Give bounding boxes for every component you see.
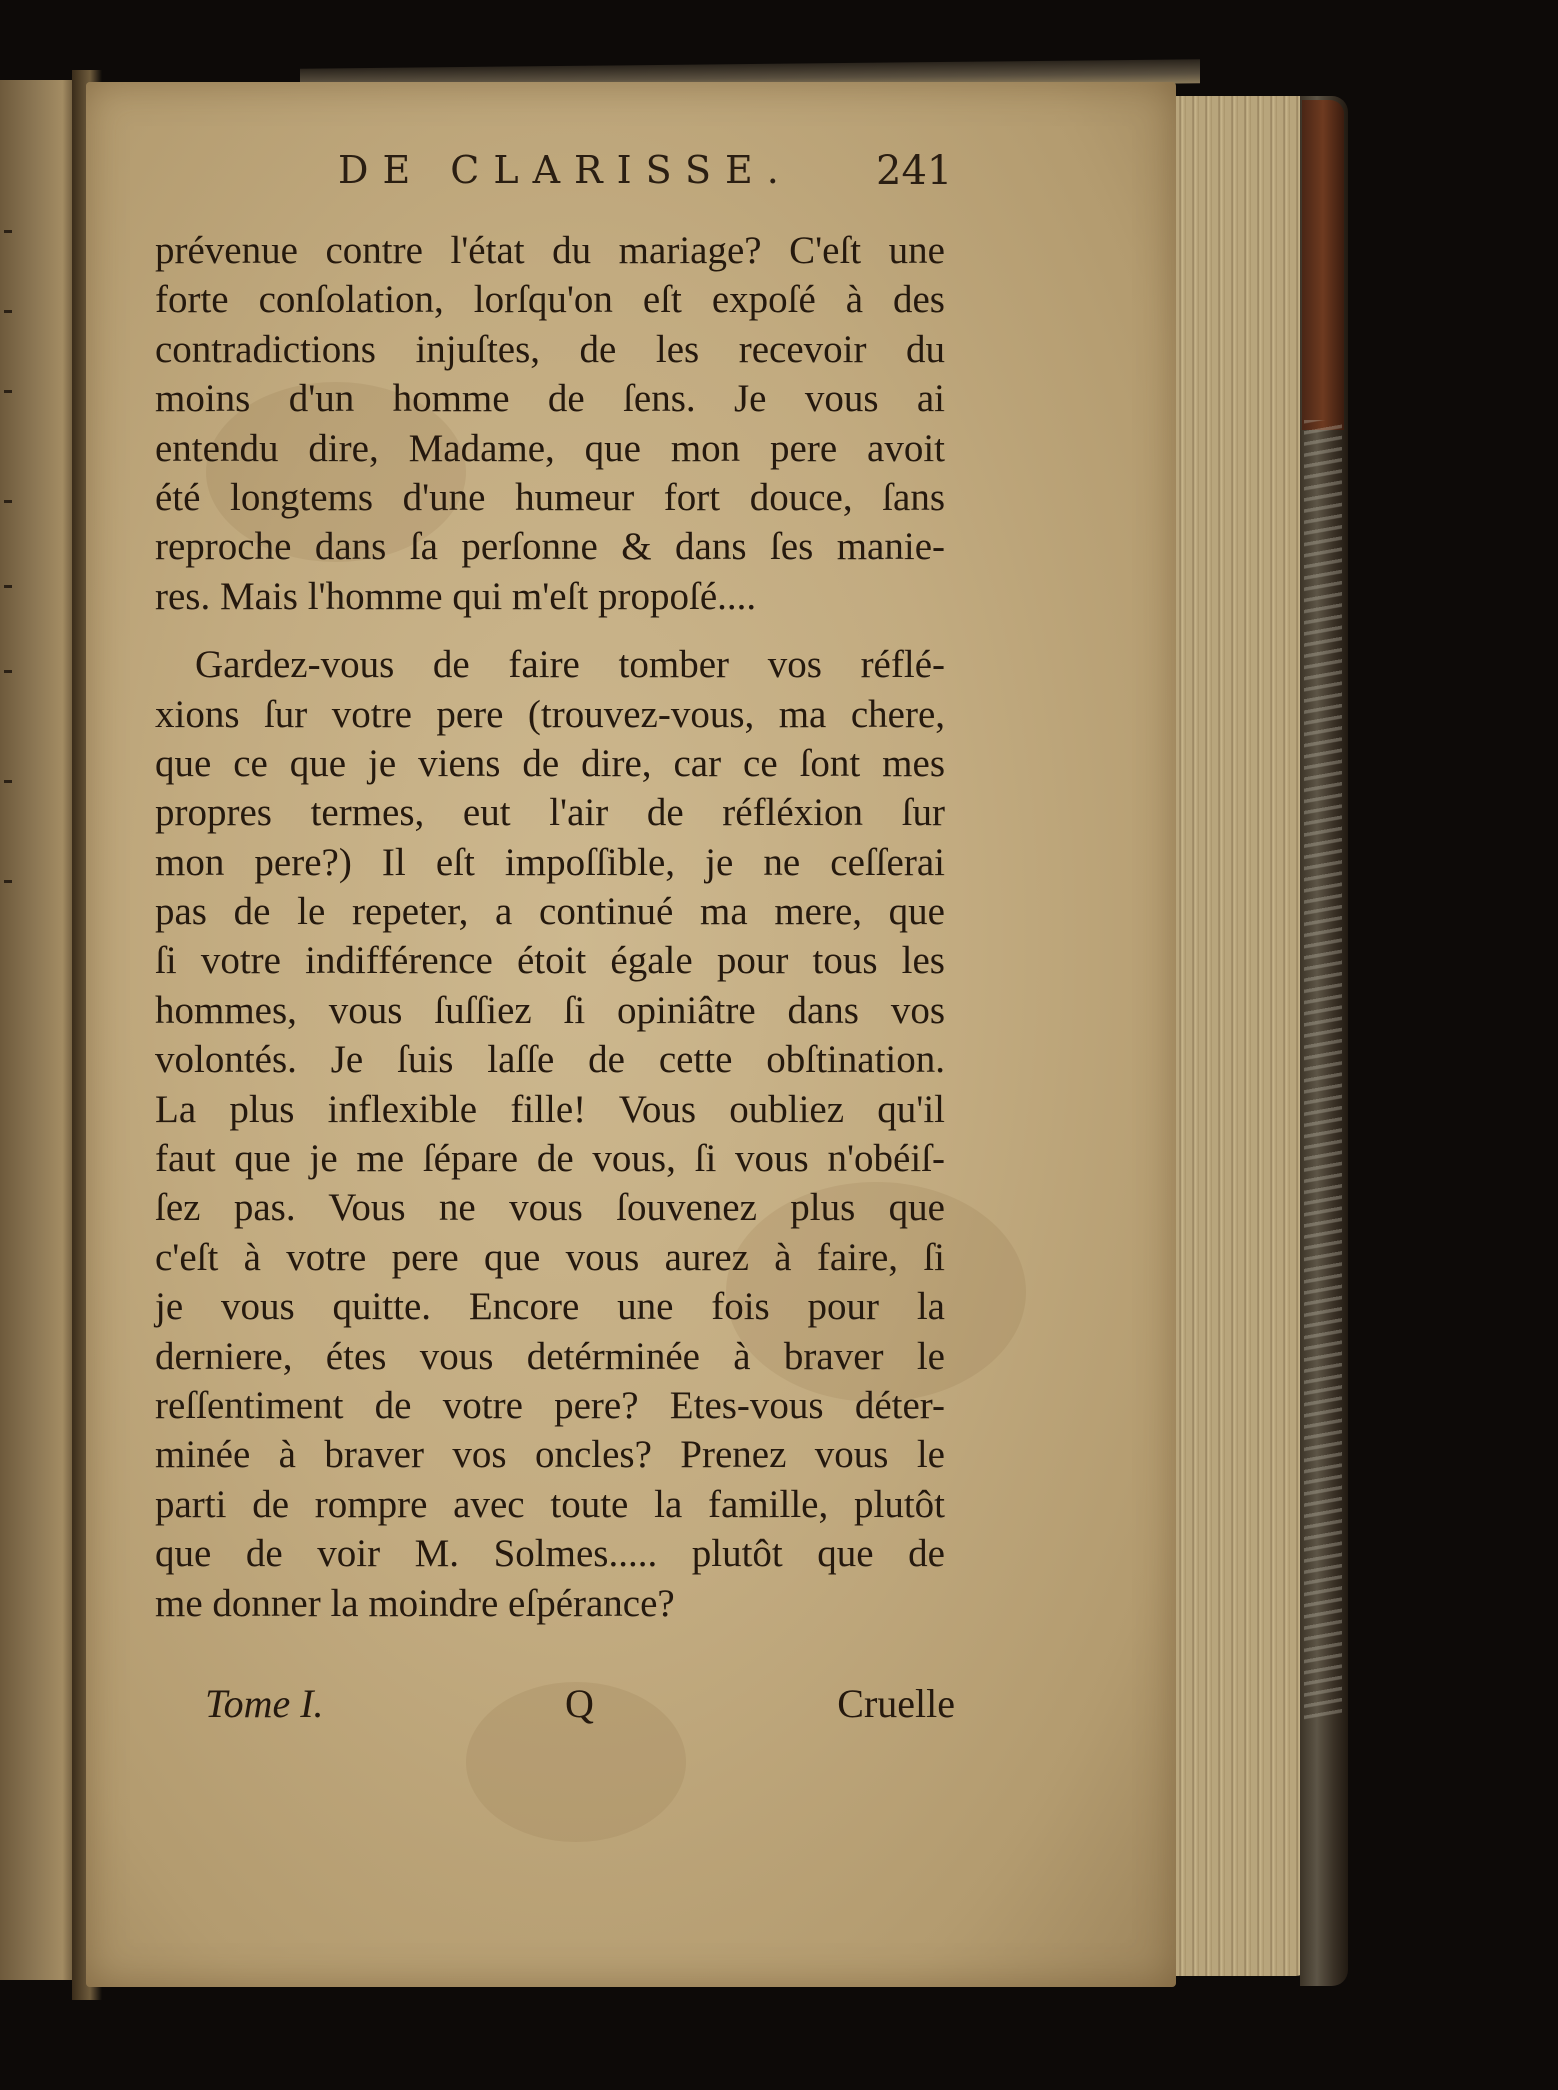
- text-line: derniere, étes vous detérminée à braver le: [155, 1334, 945, 1378]
- running-title: DE CLARISSE.: [338, 148, 793, 192]
- text-line: volontés. Je ſuis laſſe de cette obſtination.: [155, 1038, 945, 1082]
- text-line: minée à braver vos oncles? Prenez vous le: [155, 1433, 945, 1477]
- text-line: moins d'un homme de ſens. Je vous ai: [155, 377, 945, 421]
- text-line: Gardez-vous de faire tomber vos réflé-: [195, 643, 945, 687]
- text-line: faut que je me ſépare de vous, ſi vous n'obéiſ-: [155, 1137, 945, 1181]
- catchword: Cruelle: [837, 1681, 955, 1726]
- text-line: forte conſolation, lorſqu'on eſt expoſé à des: [155, 278, 945, 322]
- text-line: été longtems d'une humeur fort douce, ſans: [155, 475, 945, 519]
- facing-page-marks: [0, 80, 30, 1980]
- text-line: reſſentiment de votre pere? Etes-vous déter-: [155, 1383, 945, 1427]
- text-line: La plus inflexible fille! Vous oubliez qu'il: [155, 1087, 945, 1131]
- text-line: entendu dire, Madame, que mon pere avoit: [155, 426, 945, 470]
- text-line: c'eſt à votre pere que vous aurez à faire, ſi: [155, 1235, 945, 1279]
- ink-mark: [4, 230, 12, 233]
- stacked-page-edges: [1160, 96, 1310, 1976]
- page-footer: [205, 1680, 955, 1740]
- facing-page-edge: [0, 80, 78, 1980]
- text-line: ſi votre indifférence étoit égale pour tous les: [155, 939, 945, 983]
- text-line: ſez pas. Vous ne vous ſouvenez plus que: [155, 1186, 945, 1230]
- text-line: contradictions injuſtes, de les recevoir du: [155, 327, 945, 371]
- ink-mark: [4, 390, 12, 393]
- text-line: reproche dans ſa perſonne & dans ſes manie-: [155, 525, 945, 569]
- text-line: pas de le repeter, a continué ma mere, que: [155, 890, 945, 934]
- text-line: me donner la moindre eſpérance?: [155, 1581, 675, 1625]
- ink-mark: [4, 880, 12, 883]
- text-line: res. Mais l'homme qui m'eſt propoſé....: [155, 574, 757, 618]
- text-line: que de voir M. Solmes..... plutôt que de: [155, 1532, 945, 1576]
- text-line: mon pere?) Il eſt impoſſible, je ne ceſſerai: [155, 840, 945, 884]
- ink-mark: [4, 780, 12, 783]
- cover-marbling: [1304, 420, 1342, 1720]
- volume-label: Tome I.: [205, 1681, 324, 1726]
- text-line: que ce que je viens de dire, car ce ſont mes: [155, 741, 945, 785]
- text-line: prévenue contre l'état du mariage? C'eſt une: [155, 229, 945, 272]
- ink-mark: [4, 500, 12, 503]
- text-line: hommes, vous ſuſſiez ſi opiniâtre dans vos: [155, 988, 945, 1032]
- ink-mark: [4, 585, 12, 588]
- text-line: je vous quitte. Encore une fois pour la: [155, 1285, 945, 1329]
- cover-leather-corner: [1302, 100, 1344, 430]
- body-text: [155, 226, 945, 1628]
- text-line: parti de rompre avec toute la famille, plutôt: [155, 1482, 945, 1526]
- paragraph-gap: [155, 621, 945, 640]
- ink-mark: [4, 310, 12, 313]
- text-line: xions ſur votre pere (trouvez-vous, ma chere,: [155, 692, 945, 736]
- paragraph-1: [155, 226, 945, 621]
- signature-mark: Q: [565, 1681, 594, 1726]
- text-line: propres termes, eut l'air de réfléxion ſur: [155, 791, 945, 835]
- paragraph-2: [155, 640, 945, 1628]
- page-number: 241: [876, 148, 953, 194]
- ink-mark: [4, 670, 12, 673]
